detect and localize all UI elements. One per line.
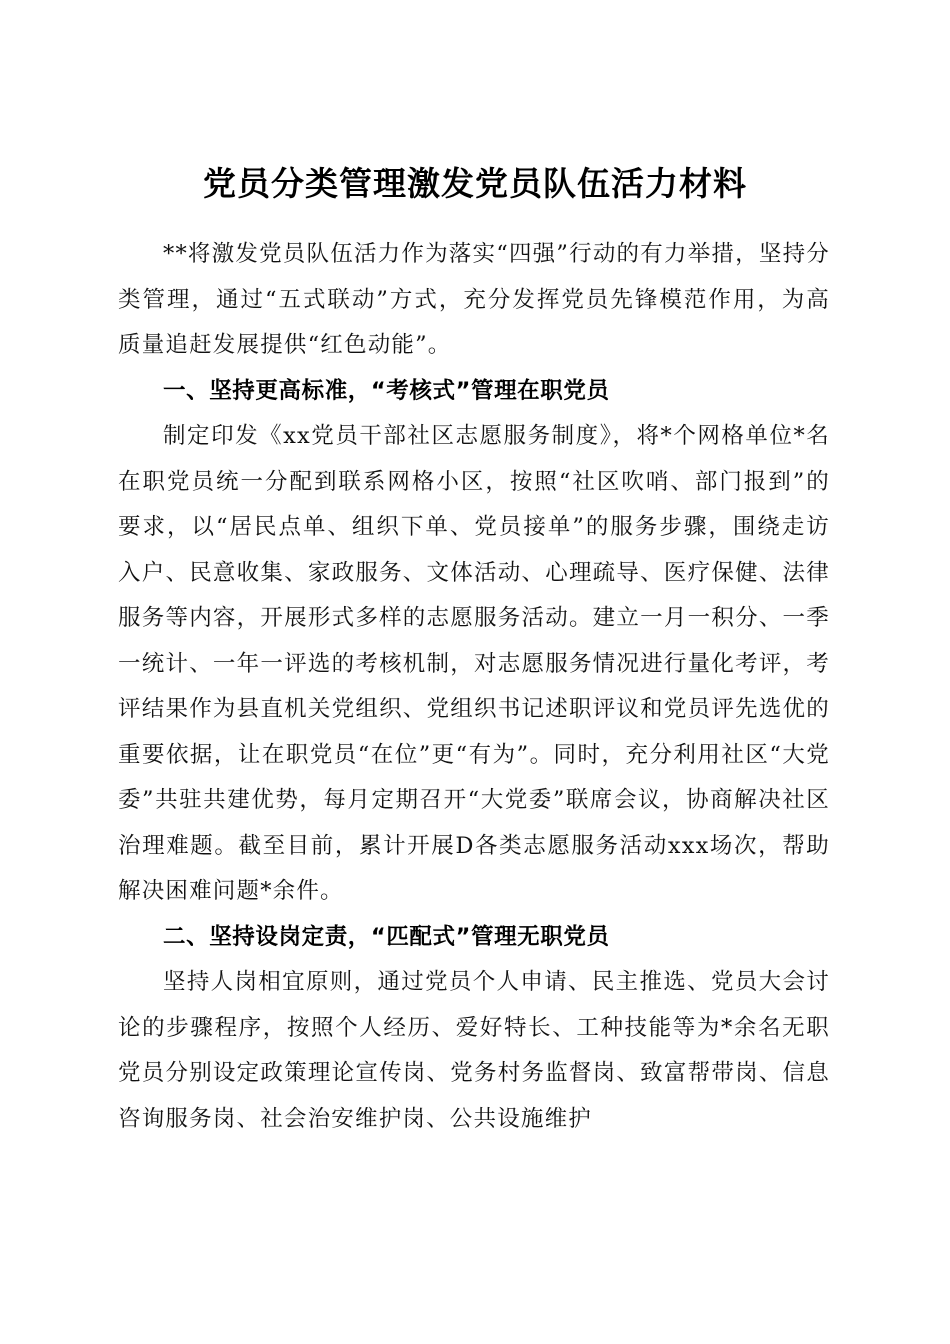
section-1-paragraph: 制定印发《xx党员干部社区志愿服务制度》，将*个网格单位*名在职党员统一分配到联系网格小区，按照“社区吹哨、部门报到”的要求，以“居民点单、组织下单、党员接单”的服务步骤，围绕走访入户、民意收集、家政服务、文体活动、心理疏导、医疗保健、法律服务等内容，开展形式多样的志愿服务活动。建立一月一积分、一季一统计、一年一评选的考核机制，对志愿服务情况进行量化考评，考评结果作为县直机关党组织、党组织书记述职评议和党员评先选优的重要依据，让在职党员“在位”更“有为”。同时，充分利用社区“大党委”共驻共建优势，每月定期召开“大党委”联席会议，协商解决社区治理难题。截至目前，累计开展D各类志愿服务活动xxx场次，帮助解决困难问题*余件。 <box>118 423 830 904</box>
section-2-paragraph: 坚持人岗相宜原则，通过党员个人申请、民主推选、党员大会讨论的步骤程序，按照个人经历、爱好特长、工种技能等为*余名无职党员分别设定政策理论宣传岗、党务村务监督岗、致富帮带岗、信息咨询服务岗、社会治安维护岗、公共设施维护 <box>118 969 830 1132</box>
section-1-heading: 一、坚持更高标准，“考核式”管理在职党员 <box>163 377 610 404</box>
section-2-heading: 二、坚持设岗定责，“匹配式”管理无职党员 <box>163 923 610 950</box>
document-body <box>118 232 830 1142</box>
intro-paragraph: **将激发党员队伍活力作为落实“四强”行动的有力举措，坚持分类管理，通过“五式联动”方式，充分发挥党员先锋模范作用，为高质量追赶发展提供“红色动能”。 <box>118 241 830 358</box>
document-title: 党员分类管理激发党员队伍活力材料 <box>203 164 747 204</box>
